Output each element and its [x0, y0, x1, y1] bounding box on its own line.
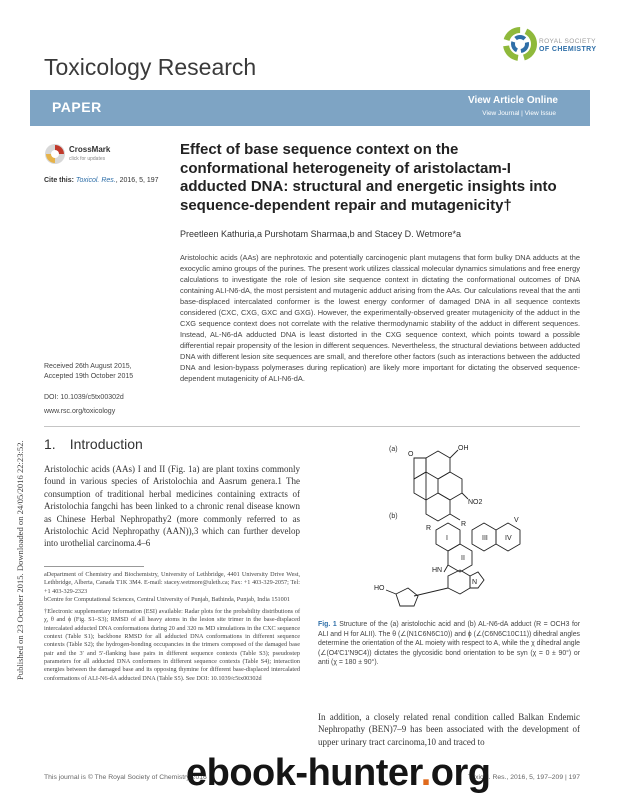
publication-stamp-text: Published on 23 October 2015. Downloaded on 24/05/2016 22:23:52.: [15, 440, 25, 680]
figure-caption-text: Structure of the (a) aristolochic acid and (b) AL-N6-dA adduct (R = OCH3 for ALI and H for ALII). The θ (∠(N1C6N6C10)) and ϕ (∠(C6N6C10C11)) dihedral angles determine the orientation of the AL moiety with respect to A, while the χ dihedral angle (∠(O4′C1′N9C4)) dictates the glycosidic bond orientation to be syn (χ = 0 ± 90°) or anti (χ = 180 ± 90°).: [318, 621, 581, 666]
article-type-banner: [30, 90, 590, 126]
section-divider: [44, 426, 580, 427]
atom-label-ho: HO: [374, 585, 385, 592]
atom-label-oh: OH: [458, 445, 469, 452]
cite-journal[interactable]: Toxicol. Res.: [75, 177, 116, 184]
article-title: Effect of base sequence context on the conformational heterogeneity of aristolactam-I adducted DNA: structural and energetic insights into sequence-dependent repair and mutagenicity†: [180, 141, 557, 214]
publication-stamp: [3, 220, 25, 680]
atom-label-hn: HN: [432, 567, 443, 574]
article-type-label: PAPER: [52, 99, 102, 115]
intro-paragraph: Aristolochic acids (AAs) I and II (Fig. 1a) are plant toxins commonly found in various species of Aristolochia and Aasrum genera.1 The consumption of traditional herbal medicines containing extracts of Aristolochia fangchi has been linked to a chronic renal disease known as Chinese Herbal Nephropathy2 (more commonly referred to as Aristolochic Acid Nephropathy (AAN)),3 which can further develop into urothelial carcinoma.4–6: [44, 464, 300, 549]
aristolochic-acid-structure: [414, 450, 468, 521]
footnotes: [44, 571, 300, 683]
figure-panel-a-label: (a): [389, 446, 398, 453]
figure-caption: [318, 620, 580, 668]
atom-label-r-adduct: R: [426, 525, 432, 532]
watermark: [186, 752, 490, 795]
ring-label-v: V: [514, 517, 519, 524]
author-list: Preetleen Kathuria,a Purshotam Sharmaa,b and Stacey D. Wetmore*a: [180, 229, 461, 239]
atom-label-no2: NO2: [468, 499, 483, 506]
doi-link[interactable]: DOI: 10.1039/c5tx00302d: [44, 394, 124, 401]
watermark-part1: ebook: [186, 752, 296, 794]
cite-details: , 2016, 5, 197: [115, 177, 159, 184]
ring-label-iv: IV: [505, 535, 512, 542]
footnote-divider: [44, 566, 144, 567]
accepted-date: Accepted 19th October 2015: [44, 373, 134, 380]
view-journal-issue-links[interactable]: View Journal | View Issue: [482, 110, 556, 117]
watermark-part3: org: [430, 752, 491, 794]
atom-label-o: O: [408, 451, 414, 458]
watermark-part2: hunter: [307, 752, 421, 794]
abstract: Aristolochic acids (AAs) are nephrotoxic and potentially carcinogenic plant mutagens that form bulky DNA adducts at the exocyclic amino groups of the purines. The present work utilizes classical molecular dynamics simulations and free energy calculations to investigate the role of lesion site sequence context in dictating the conformational outcomes of DNA containing ALI-N6-dA, the most persistent and mutagenic adduct arising from the AAs. Our calculations reveal that the anti base-displaced intercalated conformer is the lowest energy conformer of damaged DNA in all sequence contexts considered (CXC, CXG, GXC and GXG). However, the experimentally-observed greater mutagenicity of the adduct in the CXG sequence context does not correlate with the relative thermodynamic stability of the adduct in different sequences. Instead, AL-N6-dA adducted DNA is least distorted in the CXG sequence context, which points toward a possible differential repair propensity of the lesion in different sequences. Nevertheless, the structural deviations between adducted DNA with different lesion site sequences are small, and therefore other factors (such as interactions between the adducted DNA and lesion-bypass polymerases during replication) are likely more important for dictating the observed sequence-dependent mutagenicity of ALI-N6-dA.: [180, 253, 580, 383]
body-paragraph: In addition, a closely related renal condition called Balkan Endemic Nephropathy (BEN)7–9 has been associated with the development of upper urinary tract carcinoma,10 and traced to: [318, 712, 580, 747]
rsc-logo-line2: OF CHEMISTRY: [539, 46, 597, 53]
section-heading: [44, 436, 143, 452]
atom-label-r: R: [461, 521, 467, 528]
footer-page-ref: Toxicol. Res., 2016, 5, 197–209 | 197: [467, 774, 580, 781]
view-article-online-link[interactable]: View Article Online: [467, 95, 558, 106]
ring-label-ii: II: [461, 555, 465, 562]
footer-copyright: This journal is © The Royal Society of Chemistry 2016: [44, 774, 207, 781]
crossmark-subtext: click for updates: [69, 156, 106, 162]
section-title: Introduction: [69, 436, 143, 452]
crossmark-button[interactable]: [44, 142, 112, 168]
cite-prefix: Cite this:: [44, 177, 74, 184]
crossmark-icon: [44, 143, 66, 165]
rsc-website-link[interactable]: www.rsc.org/toxicology: [44, 408, 116, 415]
watermark-dot: .: [420, 752, 431, 794]
crossmark-name: CrossMark: [69, 145, 111, 154]
chemical-structure-figure: [318, 444, 580, 614]
watermark-dash: -: [295, 752, 308, 794]
rsc-logo-line1: ROYAL SOCIETY: [539, 38, 596, 45]
citation: [44, 177, 159, 184]
affiliation-a: aDepartment of Chemistry and Biochemistry, University of Lethbridge, 4401 University Drive West, Lethbridge, Alberta, Canada T1K 3M4. E-mail: stacey.wetmore@uleth.ca; Fax: +1 403-329-2057; Tel: +1 403-329-2323: [44, 571, 300, 595]
figure-caption-label: Fig. 1: [318, 621, 337, 628]
atom-label-n: N: [472, 579, 478, 586]
journal-title: Toxicology Research: [44, 54, 257, 80]
figure-panel-b-label: (b): [389, 513, 398, 520]
esi-note: †Electronic supplementary information (ESI) available: Radar plots for the probability distributions of χ, θ and ϕ (Fig. S1–S3); RMSD of all heavy atoms in the lesion site trimer in the base-displaced intercalated adducted DNA conformations during 20 and 320 ns MD simulations in the CXC sequence context (Table S1); backbone RMSD for all adducted DNA conformations in different sequence contexts (Table S2); the hydrogen-bonding occupancies in the trimers composed of the damaged base pair and the 3′ and 5′-flanking base pairs in different sequence contexts (Table S3); pseudostep parameters for all adducted DNA conformers in different sequence contexts (Table S4); interaction energies between the damaged base and its opposing thymine for different base-displaced intercalated conformations of ALI-N6-dA adducted DNA (Table S5). See DOI: 10.1039/c5tx00302d: [44, 608, 300, 682]
ring-label-i: I: [446, 535, 448, 542]
affiliation-b: bCentre for Computational Sciences, Central University of Punjab, Bathinda, Punjab, India 151001: [44, 595, 290, 603]
rsc-logo-text: [539, 38, 596, 54]
article-dates: [44, 362, 133, 382]
ring-label-iii: III: [482, 535, 488, 542]
al-n6-da-adduct-structure: [386, 523, 520, 606]
section-number: 1.: [44, 436, 56, 452]
received-date: Received 26th August 2015,: [44, 363, 132, 370]
